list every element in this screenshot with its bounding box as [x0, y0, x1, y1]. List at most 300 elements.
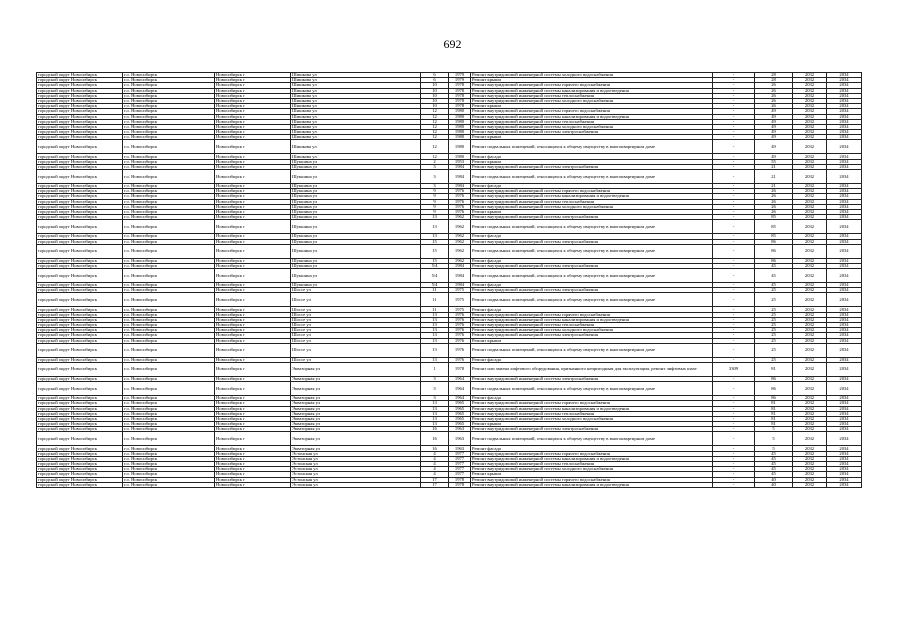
street-cell: Шишкова ул [291, 83, 421, 88]
house-cell: 17 [421, 482, 449, 487]
municipality-cell: городской округ Новосибирск [37, 130, 123, 135]
street-cell: Шишкова ул [291, 135, 421, 140]
district-cell: г.о. Новосибирск [123, 93, 215, 98]
municipality-cell: городской округ Новосибирск [37, 215, 123, 220]
house-cell: 13 [421, 328, 449, 333]
house-cell: 13 [421, 317, 449, 322]
street-cell: Экваторная ул [291, 446, 421, 451]
district-cell: г.о. Новосибирск [123, 446, 215, 451]
cost-cell: - [713, 323, 755, 328]
work-type-cell: Ремонт внутридомовой инженерной системы горячего водоснабжения [471, 83, 713, 88]
start-year-cell: 2032 [793, 477, 827, 482]
locality-cell: Новосибирск г [215, 307, 291, 312]
municipality-cell: городской округ Новосибирск [37, 396, 123, 401]
locality-cell: Новосибирск г [215, 456, 291, 461]
work-type-cell: Ремонт крыши [471, 209, 713, 214]
district-cell: г.о. Новосибирск [123, 357, 215, 362]
work-type-cell: Ремонт внутридомовой инженерной системы электроснабжения [471, 376, 713, 381]
street-cell: Шишкова ул [291, 73, 421, 78]
house-cell: 5/4 [421, 263, 449, 268]
locality-cell: Новосибирск г [215, 73, 291, 78]
street-cell: Шоссе ул [291, 328, 421, 333]
year-cell: 1977 [449, 456, 471, 461]
work-type-cell: Ремонт внутридомовой инженерной системы теплоснабжения [471, 119, 713, 124]
cost-cell: - [713, 427, 755, 432]
work-type-cell: Ремонт внутридомовой инженерной системы холодного водоснабжения [471, 467, 713, 472]
cost-cell: - [713, 83, 755, 88]
work-type-cell: Ремонт крыши [471, 135, 713, 140]
municipality-cell: городской округ Новосибирск [37, 239, 123, 244]
house-cell: 3 [421, 382, 449, 396]
repair-schedule-table [36, 72, 862, 488]
end-year-cell: 2034 [827, 189, 862, 194]
year-cell: 1977 [449, 451, 471, 456]
end-year-cell: 2034 [827, 401, 862, 406]
year-cell: 1976 [449, 189, 471, 194]
start-year-cell: 2032 [793, 411, 827, 416]
end-year-cell: 2034 [827, 154, 862, 159]
municipality-cell: городской округ Новосибирск [37, 472, 123, 477]
work-type-cell: Ремонт внутридомовой инженерной системы горячего водоснабжения [471, 109, 713, 114]
house-cell: 11 [421, 293, 449, 307]
cost-cell: - [713, 343, 755, 357]
work-type-cell: Ремонт внутридомовой инженерной системы теплоснабжения [471, 93, 713, 98]
cost-cell: - [713, 451, 755, 456]
work-type-cell: Ремонт фасада [471, 154, 713, 159]
cost-cell: - [713, 98, 755, 103]
value-cell: 45 [755, 269, 793, 283]
locality-cell: Новосибирск г [215, 130, 291, 135]
work-type-cell: Ремонт внутридомовой инженерной системы горячего водоснабжения [471, 189, 713, 194]
year-cell: 1980 [449, 130, 471, 135]
end-year-cell: 2034 [827, 482, 862, 487]
street-cell: Экваторная ул [291, 411, 421, 416]
street-cell: Шукшина ул [291, 204, 421, 209]
street-cell: Шишкова ул [291, 119, 421, 124]
house-cell: 4 [421, 456, 449, 461]
municipality-cell: городской округ Новосибирск [37, 154, 123, 159]
house-cell: 12 [421, 109, 449, 114]
start-year-cell: 2032 [793, 283, 827, 288]
locality-cell: Новосибирск г [215, 119, 291, 124]
work-type-cell: Ремонт фасада [471, 396, 713, 401]
start-year-cell: 2032 [793, 422, 827, 427]
street-cell: Экваторная ул [291, 427, 421, 432]
cost-cell: - [713, 357, 755, 362]
municipality-cell: городской округ Новосибирск [37, 93, 123, 98]
work-type-cell: Ремонт фасада [471, 184, 713, 189]
district-cell: г.о. Новосибирск [123, 401, 215, 406]
street-cell: Эстонская ул [291, 451, 421, 456]
municipality-cell: городской округ Новосибирск [37, 244, 123, 258]
cost-cell: - [713, 269, 755, 283]
year-cell: 1980 [449, 135, 471, 140]
house-cell: 12 [421, 140, 449, 154]
district-cell: г.о. Новосибирск [123, 317, 215, 322]
locality-cell: Новосибирск г [215, 406, 291, 411]
start-year-cell: 2032 [793, 406, 827, 411]
locality-cell: Новосибирск г [215, 312, 291, 317]
house-cell: 16 [421, 446, 449, 451]
cost-cell: - [713, 199, 755, 204]
value-cell: 45 [755, 283, 793, 288]
street-cell: Шукшина ул [291, 159, 421, 164]
cost-cell: - [713, 446, 755, 451]
street-cell: Шукшина ул [291, 170, 421, 184]
work-type-cell: Ремонт внутридомовой инженерной системы электроснабжения [471, 215, 713, 220]
locality-cell: Новосибирск г [215, 114, 291, 119]
municipality-cell: городской округ Новосибирск [37, 109, 123, 114]
district-cell: г.о. Новосибирск [123, 104, 215, 109]
district-cell: г.о. Новосибирск [123, 209, 215, 214]
street-cell: Шишкова ул [291, 93, 421, 98]
end-year-cell: 2034 [827, 114, 862, 119]
locality-cell: Новосибирск г [215, 220, 291, 234]
value-cell: 49 [755, 154, 793, 159]
end-year-cell: 2034 [827, 293, 862, 307]
house-cell: 16 [421, 427, 449, 432]
district-cell: г.о. Новосибирск [123, 73, 215, 78]
municipality-cell: городской округ Новосибирск [37, 411, 123, 416]
cost-cell: - [713, 477, 755, 482]
district-cell: г.о. Новосибирск [123, 406, 215, 411]
start-year-cell: 2032 [793, 293, 827, 307]
house-cell: 6 [421, 73, 449, 78]
house-cell: 4 [421, 472, 449, 477]
locality-cell: Новосибирск г [215, 78, 291, 83]
year-cell: 1964 [449, 376, 471, 381]
locality-cell: Новосибирск г [215, 472, 291, 477]
municipality-cell: городской округ Новосибирск [37, 451, 123, 456]
value-cell: 86 [755, 258, 793, 263]
work-type-cell: Ремонт фасада [471, 283, 713, 288]
start-year-cell: 2032 [793, 307, 827, 312]
street-cell: Экваторная ул [291, 401, 421, 406]
cost-cell: - [713, 88, 755, 93]
start-year-cell: 2032 [793, 220, 827, 234]
locality-cell: Новосибирск г [215, 482, 291, 487]
street-cell: Шишкова ул [291, 104, 421, 109]
year-cell: 1975 [449, 293, 471, 307]
district-cell: г.о. Новосибирск [123, 382, 215, 396]
house-cell: 10 [421, 93, 449, 98]
house-cell: 3 [421, 164, 449, 169]
work-type-cell: Ремонт внутридомовой инженерной системы канализирования и водоотведения [471, 88, 713, 93]
start-year-cell: 2032 [793, 159, 827, 164]
value-cell: 49 [755, 130, 793, 135]
street-cell: Шукшина ул [291, 283, 421, 288]
district-cell: г.о. Новосибирск [123, 456, 215, 461]
municipality-cell: городской округ Новосибирск [37, 124, 123, 129]
district-cell: г.о. Новосибирск [123, 338, 215, 343]
district-cell: г.о. Новосибирск [123, 312, 215, 317]
cost-cell: - [713, 119, 755, 124]
street-cell: Экваторная ул [291, 362, 421, 376]
start-year-cell: 2032 [793, 462, 827, 467]
street-cell: Шоссе ул [291, 307, 421, 312]
municipality-cell: городской округ Новосибирск [37, 462, 123, 467]
value-cell: 26 [755, 204, 793, 209]
street-cell: Шишкова ул [291, 78, 421, 83]
locality-cell: Новосибирск г [215, 427, 291, 432]
year-cell: 1965 [449, 406, 471, 411]
street-cell: Шукшина ул [291, 199, 421, 204]
work-type-cell: Ремонт подвальных помещений, относящихся к общему имуществу в многоквартирном доме [471, 343, 713, 357]
end-year-cell: 2034 [827, 263, 862, 268]
work-type-cell: Ремонт подвальных помещений, относящихся к общему имуществу в многоквартирном доме [471, 293, 713, 307]
municipality-cell: городской округ Новосибирск [37, 427, 123, 432]
value-cell: 25 [755, 312, 793, 317]
year-cell: 1980 [449, 109, 471, 114]
value-cell: 28 [755, 78, 793, 83]
work-type-cell: Ремонт фасада [471, 446, 713, 451]
value-cell: 45 [755, 451, 793, 456]
house-cell: 3 [421, 396, 449, 401]
value-cell: 49 [755, 119, 793, 124]
locality-cell: Новосибирск г [215, 269, 291, 283]
start-year-cell: 2032 [793, 482, 827, 487]
work-type-cell: Ремонт внутридомовой инженерной системы теплоснабжения [471, 462, 713, 467]
municipality-cell: городской округ Новосибирск [37, 234, 123, 239]
end-year-cell: 2034 [827, 472, 862, 477]
municipality-cell: городской округ Новосибирск [37, 88, 123, 93]
work-type-cell: Ремонт внутридомовой инженерной системы электроснабжения [471, 239, 713, 244]
locality-cell: Новосибирск г [215, 135, 291, 140]
cost-cell: - [713, 456, 755, 461]
year-cell: 1978 [449, 362, 471, 376]
locality-cell: Новосибирск г [215, 199, 291, 204]
house-cell: 10 [421, 88, 449, 93]
start-year-cell: 2032 [793, 376, 827, 381]
start-year-cell: 2032 [793, 104, 827, 109]
work-type-cell: Ремонт подвальных помещений, относящихся к общему имуществу в многоквартирном доме [471, 220, 713, 234]
cost-cell: - [713, 406, 755, 411]
locality-cell: Новосибирск г [215, 317, 291, 322]
district-cell: г.о. Новосибирск [123, 307, 215, 312]
year-cell: 1975 [449, 288, 471, 293]
municipality-cell: городской округ Новосибирск [37, 140, 123, 154]
locality-cell: Новосибирск г [215, 258, 291, 263]
locality-cell: Новосибирск г [215, 357, 291, 362]
locality-cell: Новосибирск г [215, 83, 291, 88]
municipality-cell: городской округ Новосибирск [37, 312, 123, 317]
end-year-cell: 2034 [827, 159, 862, 164]
year-cell: 1980 [449, 114, 471, 119]
value-cell: 25 [755, 317, 793, 322]
end-year-cell: 2034 [827, 307, 862, 312]
end-year-cell: 2034 [827, 446, 862, 451]
locality-cell: Новосибирск г [215, 477, 291, 482]
municipality-cell: городской округ Новосибирск [37, 119, 123, 124]
locality-cell: Новосибирск г [215, 401, 291, 406]
street-cell: Шукшина ул [291, 244, 421, 258]
year-cell: 1978 [449, 88, 471, 93]
street-cell: Шоссе ул [291, 293, 421, 307]
value-cell: 25 [755, 323, 793, 328]
year-cell: 1963 [449, 446, 471, 451]
year-cell: 1962 [449, 220, 471, 234]
start-year-cell: 2032 [793, 135, 827, 140]
cost-cell: - [713, 114, 755, 119]
value-cell: 86 [755, 382, 793, 396]
locality-cell: Новосибирск г [215, 93, 291, 98]
end-year-cell: 2034 [827, 258, 862, 263]
year-cell: 1963 [449, 432, 471, 446]
start-year-cell: 2032 [793, 244, 827, 258]
end-year-cell: 2034 [827, 78, 862, 83]
district-cell: г.о. Новосибирск [123, 164, 215, 169]
house-cell: 12 [421, 154, 449, 159]
house-cell: 13 [421, 422, 449, 427]
work-type-cell: Ремонт внутридомовой инженерной системы горячего водоснабжения [471, 312, 713, 317]
start-year-cell: 2032 [793, 199, 827, 204]
start-year-cell: 2032 [793, 234, 827, 239]
value-cell: 26 [755, 194, 793, 199]
start-year-cell: 2032 [793, 78, 827, 83]
municipality-cell: городской округ Новосибирск [37, 328, 123, 333]
cost-cell: - [713, 333, 755, 338]
end-year-cell: 2034 [827, 124, 862, 129]
district-cell: г.о. Новосибирск [123, 333, 215, 338]
end-year-cell: 2034 [827, 93, 862, 98]
locality-cell: Новосибирск г [215, 204, 291, 209]
year-cell: 1965 [449, 422, 471, 427]
table-row [37, 220, 862, 234]
street-cell: Экваторная ул [291, 416, 421, 421]
street-cell: Экваторная ул [291, 432, 421, 446]
house-cell: 4 [421, 451, 449, 456]
locality-cell: Новосибирск г [215, 362, 291, 376]
house-cell: 11 [421, 307, 449, 312]
house-cell: 16 [421, 432, 449, 446]
house-cell: 9 [421, 204, 449, 209]
end-year-cell: 2034 [827, 343, 862, 357]
end-year-cell: 2034 [827, 317, 862, 322]
district-cell: г.о. Новосибирск [123, 467, 215, 472]
start-year-cell: 2032 [793, 401, 827, 406]
end-year-cell: 2034 [827, 406, 862, 411]
work-type-cell: Ремонт внутридомовой инженерной системы электроснабжения [471, 263, 713, 268]
district-cell: г.о. Новосибирск [123, 328, 215, 333]
locality-cell: Новосибирск г [215, 451, 291, 456]
municipality-cell: городской округ Новосибирск [37, 446, 123, 451]
locality-cell: Новосибирск г [215, 293, 291, 307]
end-year-cell: 2034 [827, 283, 862, 288]
value-cell: 25 [755, 288, 793, 293]
end-year-cell: 2034 [827, 215, 862, 220]
locality-cell: Новосибирск г [215, 283, 291, 288]
value-cell: 49 [755, 109, 793, 114]
start-year-cell: 2032 [793, 333, 827, 338]
year-cell: 1962 [449, 244, 471, 258]
year-cell: 1964 [449, 382, 471, 396]
locality-cell: Новосибирск г [215, 140, 291, 154]
end-year-cell: 2034 [827, 323, 862, 328]
end-year-cell: 2034 [827, 204, 862, 209]
table-row [37, 482, 862, 487]
cost-cell: - [713, 124, 755, 129]
year-cell: 1965 [449, 401, 471, 406]
district-cell: г.о. Новосибирск [123, 239, 215, 244]
cost-cell: - [713, 258, 755, 263]
municipality-cell: городской округ Новосибирск [37, 406, 123, 411]
work-type-cell: Ремонт подвальных помещений, относящихся к общему имуществу в многоквартирном доме [471, 170, 713, 184]
house-cell: 9 [421, 199, 449, 204]
year-cell: 1976 [449, 209, 471, 214]
work-type-cell: Ремонт внутридомовой инженерной системы теплоснабжения [471, 411, 713, 416]
municipality-cell: городской округ Новосибирск [37, 288, 123, 293]
district-cell: г.о. Новосибирск [123, 140, 215, 154]
year-cell: 1962 [449, 234, 471, 239]
value-cell: 25 [755, 293, 793, 307]
district-cell: г.о. Новосибирск [123, 189, 215, 194]
start-year-cell: 2032 [793, 382, 827, 396]
end-year-cell: 2034 [827, 328, 862, 333]
street-cell: Шишкова ул [291, 130, 421, 135]
end-year-cell: 2034 [827, 239, 862, 244]
end-year-cell: 2034 [827, 98, 862, 103]
house-cell: 3 [421, 376, 449, 381]
year-cell: 1976 [449, 338, 471, 343]
street-cell: Шукшина ул [291, 220, 421, 234]
end-year-cell: 2034 [827, 376, 862, 381]
street-cell: Шоссе ул [291, 343, 421, 357]
value-cell: 26 [755, 189, 793, 194]
house-cell: 13 [421, 357, 449, 362]
cost-cell: - [713, 130, 755, 135]
district-cell: г.о. Новосибирск [123, 124, 215, 129]
cost-cell: - [713, 401, 755, 406]
start-year-cell: 2032 [793, 73, 827, 78]
house-cell: 15 [421, 239, 449, 244]
municipality-cell: городской округ Новосибирск [37, 338, 123, 343]
municipality-cell: городской округ Новосибирск [37, 83, 123, 88]
district-cell: г.о. Новосибирск [123, 422, 215, 427]
end-year-cell: 2034 [827, 451, 862, 456]
locality-cell: Новосибирск г [215, 288, 291, 293]
work-type-cell: Ремонт фасада [471, 357, 713, 362]
district-cell: г.о. Новосибирск [123, 482, 215, 487]
year-cell: 1984 [449, 283, 471, 288]
locality-cell: Новосибирск г [215, 338, 291, 343]
district-cell: г.о. Новосибирск [123, 451, 215, 456]
municipality-cell: городской округ Новосибирск [37, 293, 123, 307]
cost-cell: - [713, 416, 755, 421]
start-year-cell: 2032 [793, 456, 827, 461]
start-year-cell: 2032 [793, 209, 827, 214]
end-year-cell: 2034 [827, 164, 862, 169]
municipality-cell: городской округ Новосибирск [37, 482, 123, 487]
street-cell: Шукшина ул [291, 239, 421, 244]
municipality-cell: городской округ Новосибирск [37, 416, 123, 421]
start-year-cell: 2032 [793, 258, 827, 263]
municipality-cell: городской округ Новосибирск [37, 283, 123, 288]
table-row [37, 140, 862, 154]
start-year-cell: 2032 [793, 170, 827, 184]
table-row [37, 362, 862, 376]
work-type-cell: Ремонт внутридомовой инженерной системы электроснабжения [471, 427, 713, 432]
start-year-cell: 2032 [793, 467, 827, 472]
end-year-cell: 2034 [827, 109, 862, 114]
district-cell: г.о. Новосибирск [123, 78, 215, 83]
locality-cell: Новосибирск г [215, 215, 291, 220]
value-cell: 5 [755, 432, 793, 446]
work-type-cell: Ремонт или замена лифтового оборудования, признанного непригодным для эксплуатации, ремонт лифтовых шахт [471, 362, 713, 376]
start-year-cell: 2032 [793, 416, 827, 421]
table-row [37, 170, 862, 184]
municipality-cell: городской округ Новосибирск [37, 376, 123, 381]
locality-cell: Новосибирск г [215, 263, 291, 268]
